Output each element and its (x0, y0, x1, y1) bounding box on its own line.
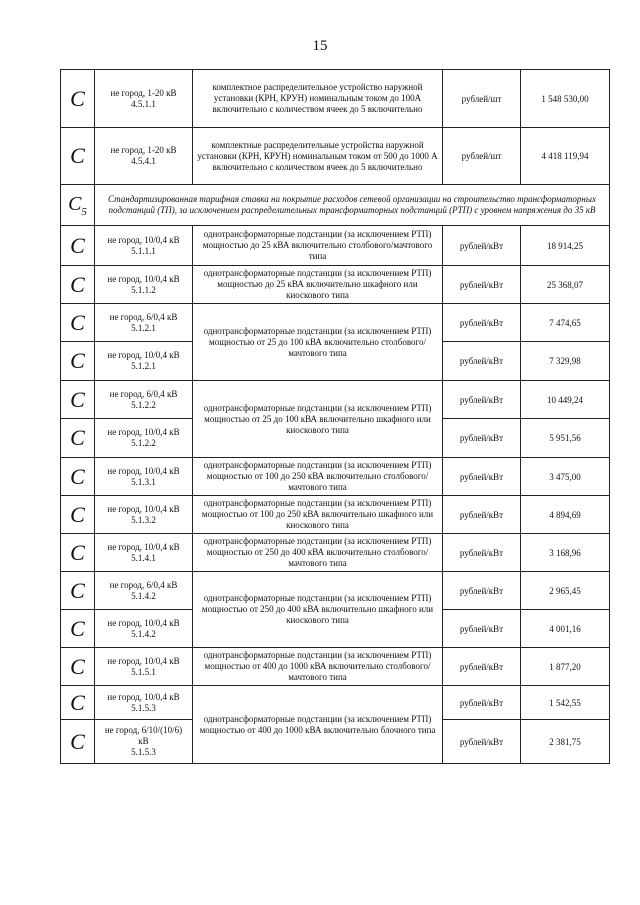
table-row (61, 266, 610, 304)
code-line: 5.1.2.1 (131, 322, 156, 333)
description-cell: комплектные распределительные устройства наружной установки (КРН, КРУН) номинальным током от 500 до 1000 А включительно с количеством ячеек до 5 включительно (193, 128, 443, 185)
description-cell: однотрансформаторные подстанции (за исключением РТП) мощностью от 250 до 400 кВА включительно столбового/мачтового типа (193, 534, 443, 572)
code-line: не город, 10/0,4 кВ (107, 273, 180, 284)
table-row (61, 572, 610, 610)
description-cell: однотрансформаторные подстанции (за исключением РТП) мощностью от 250 до 400 кВА включительно шкафного или киоскового типа (193, 572, 443, 648)
code-line: не город, 6/0,4 кВ (109, 388, 178, 399)
code-line: 5.1.1.2 (131, 284, 156, 295)
code-cell (95, 266, 193, 304)
code-cell (95, 496, 193, 534)
code-line: 5.1.5.1 (131, 666, 156, 677)
section-symbol (61, 185, 95, 226)
table-row (61, 128, 610, 185)
code-line: не город, 10/0,4 кВ (107, 465, 180, 476)
code-line: не город, 6/0,4 кВ (109, 311, 178, 322)
unit-cell: рублей/кВт (443, 419, 521, 458)
table-row (61, 381, 610, 419)
code-line: не город, 1-20 кВ (110, 145, 177, 155)
symbol-cell: C (61, 381, 95, 419)
unit-cell: рублей/кВт (443, 458, 521, 496)
description-cell: комплектное распределительное устройство наружной установки (КРН, КРУН) номинальным током до 100А включительно с количеством ячеек до 5 включительно (193, 70, 443, 128)
code-cell (95, 128, 193, 185)
code-line: 5.1.3.1 (131, 476, 156, 487)
symbol-cell: C (61, 342, 95, 381)
code-line: кВ (138, 736, 149, 746)
code-cell (95, 304, 193, 342)
symbol-cell: C (61, 610, 95, 648)
value-cell: 10 449,24 (521, 381, 610, 419)
unit-cell: рублей/кВт (443, 572, 521, 610)
symbol-cell: C (61, 458, 95, 496)
value-cell: 5 951,56 (521, 419, 610, 458)
table-row (61, 496, 610, 534)
description-cell: однотрансформаторные подстанции (за исключением РТП) мощностью от 25 до 100 кВА включительно столбового/мачтового типа (193, 304, 443, 381)
symbol-cell: C (61, 534, 95, 572)
unit-cell: рублей/кВт (443, 534, 521, 572)
unit-cell: рублей/кВт (443, 266, 521, 304)
code-line: не город, 10/0,4 кВ (107, 541, 180, 552)
code-line: 5.1.1.1 (131, 245, 156, 256)
code-line: не город, 10/0,4 кВ (107, 350, 180, 360)
code-line: 4.5.4.1 (131, 156, 156, 166)
table-row (61, 70, 610, 128)
code-cell (95, 342, 193, 381)
unit-cell: рублей/кВт (443, 686, 521, 720)
value-cell: 4 418 119,94 (521, 128, 610, 185)
unit-cell: рублей/кВт (443, 226, 521, 266)
symbol-cell: C (61, 720, 95, 764)
code-cell (95, 381, 193, 419)
unit-cell: рублей/кВт (443, 610, 521, 648)
code-line: 5.1.4.1 (131, 552, 156, 563)
section-symbol-letter: C (68, 192, 82, 215)
description-cell: однотрансформаторные подстанции (за исключением РТП) мощностью от 25 до 100 кВА включительно шкафного или киоскового типа (193, 381, 443, 458)
value-cell: 1 542,55 (521, 686, 610, 720)
code-line: 5.1.5.3 (131, 702, 156, 713)
code-line: не город, 6/10/(10/6) (104, 725, 183, 735)
code-line: не город, 10/0,4 кВ (107, 234, 180, 245)
value-cell: 4 001,16 (521, 610, 610, 648)
code-line: не город, 6/0,4 кВ (109, 579, 178, 590)
code-cell (95, 720, 193, 764)
code-cell (95, 534, 193, 572)
description-cell: однотрансформаторные подстанции (за исключением РТП) мощностью до 25 кВА включительно столбового/мачтового типа (193, 226, 443, 266)
description-cell: однотрансформаторные подстанции (за исключением РТП) мощностью до 25 кВА включительно шкафного или киоскового типа (193, 266, 443, 304)
code-cell (95, 686, 193, 720)
value-cell: 7 474,65 (521, 304, 610, 342)
symbol-cell: C (61, 266, 95, 304)
code-line: 5.1.4.2 (131, 628, 156, 639)
code-cell (95, 458, 193, 496)
code-line: не город, 10/0,4 кВ (107, 691, 180, 702)
code-line: 5.1.2.2 (131, 438, 156, 448)
value-cell: 1 877,20 (521, 648, 610, 686)
code-line: не город, 10/0,4 кВ (107, 617, 180, 628)
unit-cell: рублей/кВт (443, 342, 521, 381)
table-row (61, 686, 610, 720)
code-cell (95, 419, 193, 458)
symbol-cell: C (61, 496, 95, 534)
symbol-cell: C (61, 648, 95, 686)
section-header-row (61, 185, 610, 226)
unit-cell: рублей/кВт (443, 496, 521, 534)
unit-cell: рублей/шт (443, 128, 521, 185)
code-cell (95, 226, 193, 266)
code-line: не город, 10/0,4 кВ (107, 655, 180, 666)
table-row (61, 534, 610, 572)
value-cell: 18 914,25 (521, 226, 610, 266)
table-row (61, 648, 610, 686)
table-row (61, 226, 610, 266)
code-line: 5.1.3.2 (131, 514, 156, 525)
code-line: не город, 10/0,4 кВ (107, 503, 180, 514)
code-cell (95, 572, 193, 610)
symbol-cell: C (61, 70, 95, 128)
value-cell: 4 894,69 (521, 496, 610, 534)
section-title: Стандартизированная тарифная ставка на покрытие расходов сетевой организации на строительство трансформаторных подстанций (ТП), за исключением распределительных трансформаторных подстанций (РТП) с уровнем напряжения до 35 кВ (95, 185, 610, 226)
symbol-cell: C (61, 572, 95, 610)
symbol-cell: C (61, 304, 95, 342)
code-line: 5.1.4.2 (131, 590, 156, 601)
description-cell: однотрансформаторные подстанции (за исключением РТП) мощностью от 100 до 250 кВА включительно шкафного или киоскового типа (193, 496, 443, 534)
section-symbol-index: 5 (81, 205, 87, 218)
code-cell (95, 648, 193, 686)
code-cell (95, 610, 193, 648)
symbol-cell: C (61, 128, 95, 185)
value-cell: 2 381,75 (521, 720, 610, 764)
tariff-table (60, 69, 610, 764)
code-line: 4.5.1.1 (131, 98, 156, 109)
value-cell: 3 475,00 (521, 458, 610, 496)
table-row (61, 304, 610, 342)
table-row (61, 458, 610, 496)
value-cell: 2 965,45 (521, 572, 610, 610)
page-number: 15 (312, 38, 328, 54)
description-cell: однотрансформаторные подстанции (за исключением РТП) мощностью от 100 до 250 кВА включительно столбового/мачтового типа (193, 458, 443, 496)
code-cell (95, 70, 193, 128)
unit-cell: рублей/кВт (443, 648, 521, 686)
description-cell: однотрансформаторные подстанции (за исключением РТП) мощностью от 400 до 1000 кВА включительно столбового/мачтового типа (193, 648, 443, 686)
value-cell: 25 368,07 (521, 266, 610, 304)
unit-cell: рублей/кВт (443, 381, 521, 419)
code-line: 5.1.5.3 (131, 747, 156, 757)
symbol-cell: C (61, 226, 95, 266)
value-cell: 3 168,96 (521, 534, 610, 572)
code-line: 5.1.2.1 (131, 361, 156, 371)
code-line: не город, 1-20 кВ (110, 87, 177, 98)
description-cell: однотрансформаторные подстанции (за исключением РТП) мощностью от 400 до 1000 кВА включительно блочного типа (193, 686, 443, 764)
unit-cell: рублей/кВт (443, 304, 521, 342)
symbol-cell: C (61, 686, 95, 720)
unit-cell: рублей/шт (443, 70, 521, 128)
symbol-cell: C (61, 419, 95, 458)
value-cell: 7 329,98 (521, 342, 610, 381)
value-cell: 1 548 530,00 (521, 70, 610, 128)
unit-cell: рублей/кВт (443, 720, 521, 764)
code-line: 5.1.2.2 (131, 399, 156, 410)
code-line: не город, 10/0,4 кВ (107, 427, 180, 437)
